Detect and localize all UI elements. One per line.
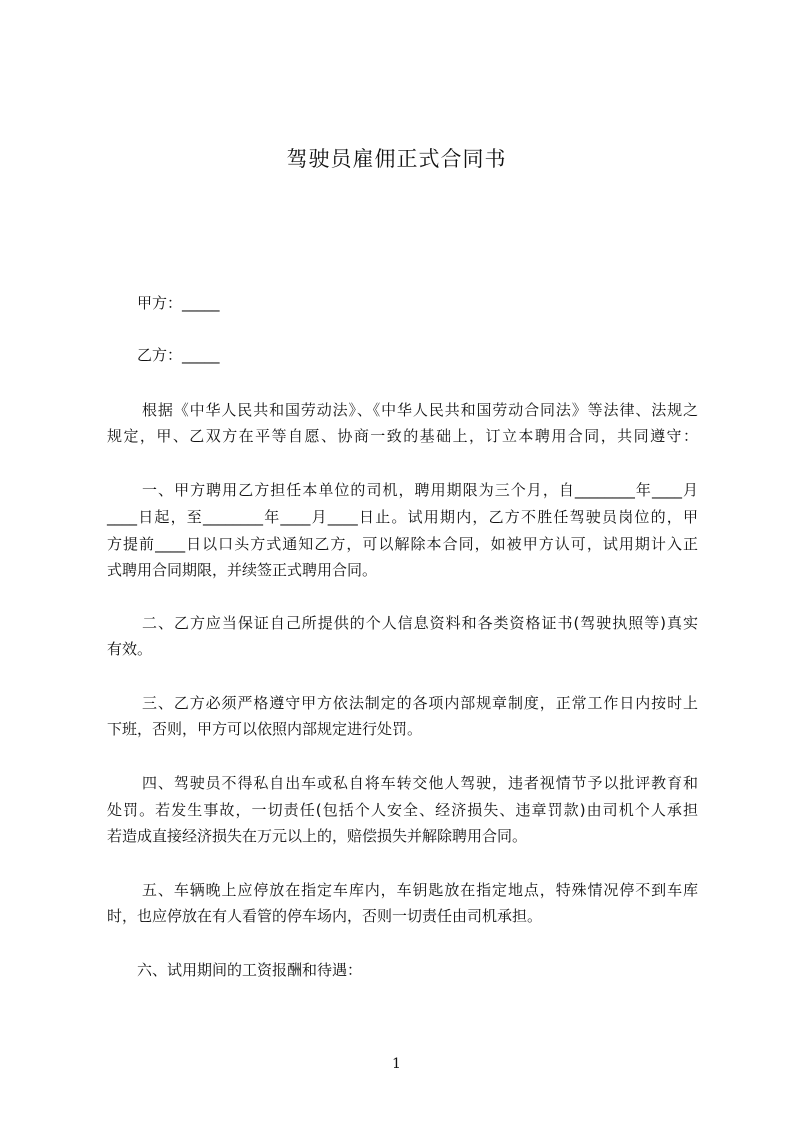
clause-2-line-1: 二、乙方应当保证自己所提供的个人信息资料和各类资格证书(驾驶执照等)真实 <box>142 614 698 632</box>
clause-3-line-2: 下班，否则，甲方可以依照内部规定进行处罚。 <box>107 720 423 738</box>
clause-5-line-1: 五、车辆晚上应停放在指定车库内，车钥匙放在指定地点，特殊情况停不到车库 <box>142 881 698 899</box>
clause-1-line-2: ____日起，至________年____月____日止。试用期内，乙方不胜任驾驶员岗位的，甲 <box>107 508 698 526</box>
page-number: 1 <box>392 1056 401 1072</box>
clause-4-line-2: 处罚。若发生事故，一切责任(包括个人安全、经济损失、违章罚款)由司机个人承担 <box>107 801 698 819</box>
party-b-line: 乙方：_____ <box>137 346 220 364</box>
page-title: 驾驶员雇佣正式合同书 <box>286 147 507 171</box>
clause-4-line-3: 若造成直接经济损失在万元以上的，赔偿损失并解除聘用合同。 <box>107 827 528 845</box>
party-a-line: 甲方：_____ <box>137 294 220 312</box>
clause-1-line-3: 方提前____日以口头方式通知乙方，可以解除本合同，如被甲方认可，试用期计入正 <box>107 535 698 553</box>
clause-1-line-4: 式聘用合同期限，并续签正式聘用合同。 <box>107 561 378 579</box>
clause-4-line-1: 四、驾驶员不得私自出车或私自将车转交他人驾驶，违者视情节予以批评教育和 <box>142 774 698 792</box>
clause-6-line-1: 六、试用期间的工资报酬和待遇： <box>137 961 363 979</box>
clause-5-line-2: 时，也应停放在有人看管的停车场内，否则一切责任由司机承担。 <box>107 907 543 925</box>
preamble-line-1: 根据《中华人民共和国劳动法》、《中华人民共和国劳动合同法》等法律、法规之 <box>142 401 698 419</box>
clause-1-line-1: 一、甲方聘用乙方担任本单位的司机，聘用期限为三个月，自________年____月 <box>142 481 698 499</box>
preamble-line-2: 规定，甲、乙双方在平等自愿、协商一致的基础上，订立本聘用合同，共同遵守： <box>107 427 698 445</box>
clause-3-line-1: 三、乙方必须严格遵守甲方依法制定的各项内部规章制度，正常工作日内按时上 <box>142 694 698 712</box>
clause-2-line-2: 有效。 <box>107 640 153 658</box>
